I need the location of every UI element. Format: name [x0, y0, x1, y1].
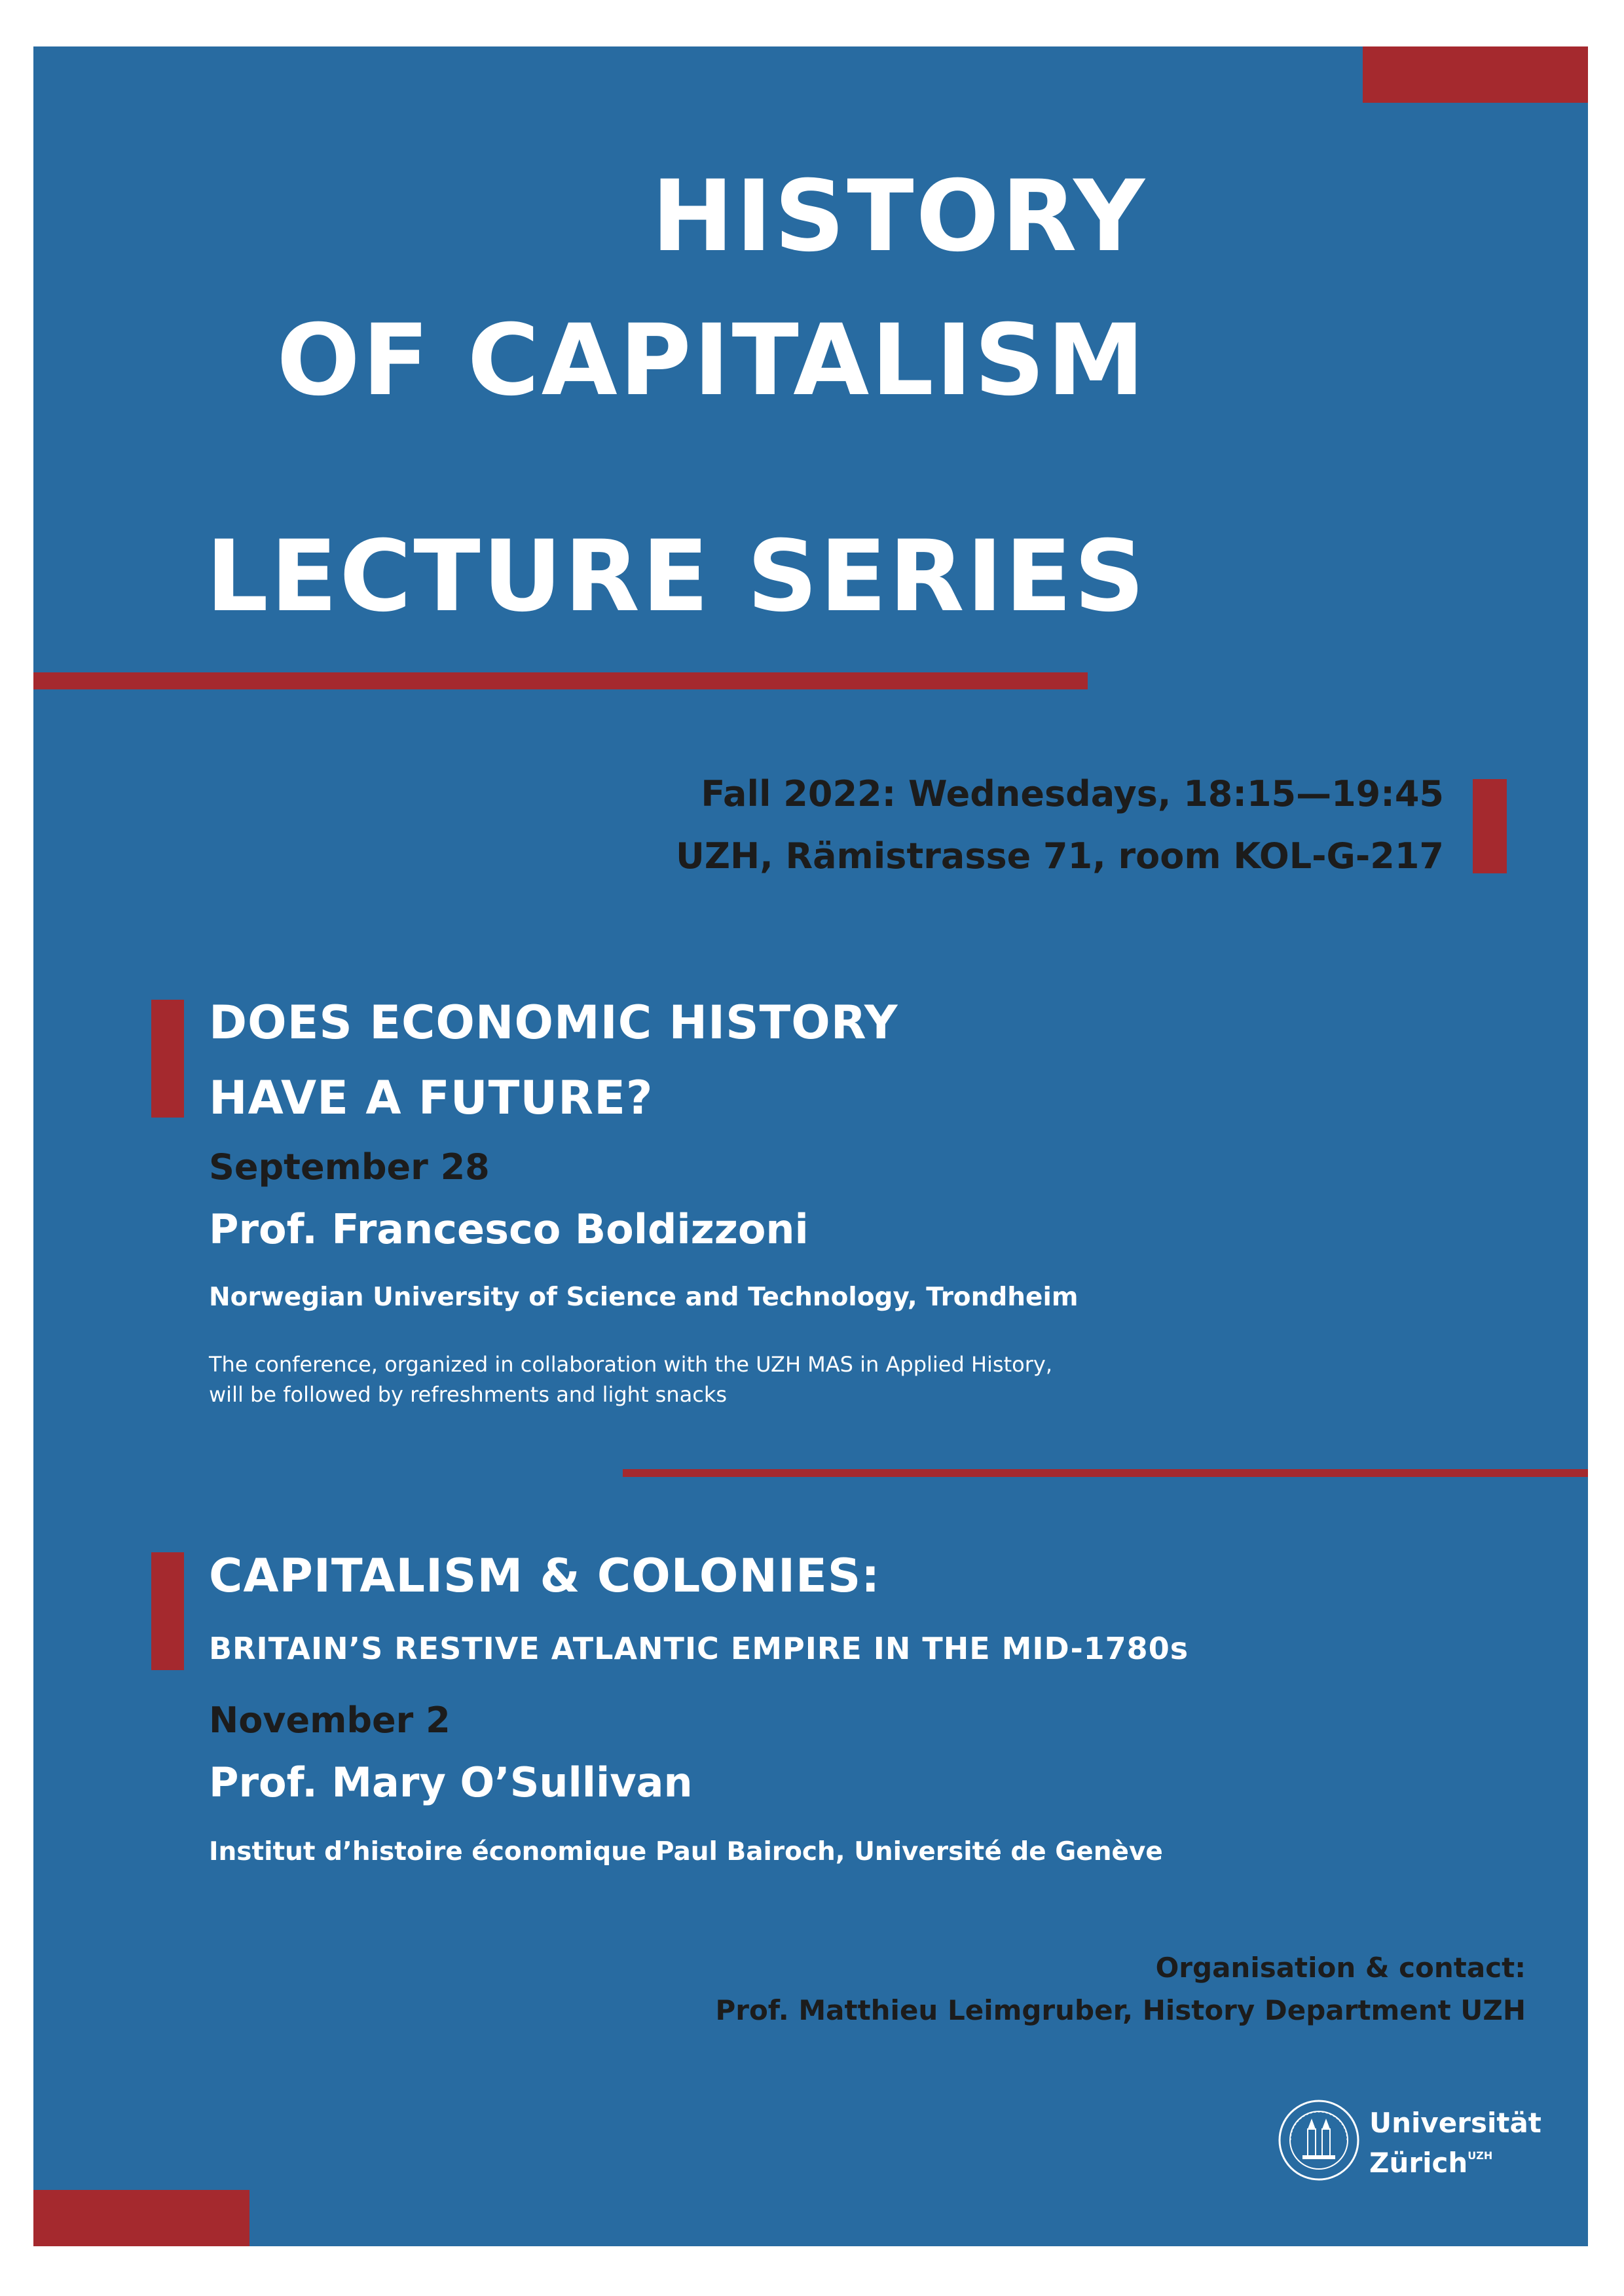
uzh-name-line2-text: Zürich: [1369, 2147, 1468, 2179]
session2-affiliation: Institut d’histoire économique Paul Bairoch, Université de Genève: [209, 1837, 1163, 1867]
session1-title-line1: DOES ECONOMIC HISTORY: [209, 996, 898, 1049]
uzh-suffix: UZH: [1467, 2149, 1493, 2162]
top-right-accent-bar: [1363, 46, 1588, 103]
session1-title-line2: HAVE A FUTURE?: [209, 1071, 654, 1125]
session1-note-line2: will be followed by refreshments and light snacks: [209, 1382, 728, 1407]
title-line-lecture-series: LECTURE SERIES: [206, 520, 1147, 634]
session1-affiliation: Norwegian University of Science and Technology, Trondheim: [209, 1283, 1079, 1312]
contact-label: Organisation & contact:: [1155, 1952, 1526, 1984]
location-text: UZH, Rämistrasse 71, room KOL-G-217: [676, 835, 1444, 877]
session2-date: November 2: [209, 1700, 451, 1741]
poster-background: [33, 46, 1588, 2246]
title-line-of-capitalism: OF CAPITALISM: [276, 304, 1147, 418]
session2-subtitle: BRITAIN’S RESTIVE ATLANTIC EMPIRE IN THE MID-1780s: [209, 1631, 1189, 1666]
title-line-history: HISTORY: [651, 160, 1147, 274]
session1-marker-bar: [151, 1000, 184, 1118]
info-side-bar: [1473, 779, 1507, 873]
contact-person: Prof. Matthieu Leimgruber, History Department UZH: [715, 1994, 1526, 2026]
section-divider-bar: [623, 1469, 1588, 1477]
bottom-left-accent-bar: [33, 2190, 249, 2246]
schedule-text: Fall 2022: Wednesdays, 18:15—19:45: [701, 773, 1444, 814]
session1-speaker: Prof. Francesco Boldizzoni: [209, 1205, 809, 1253]
title-underline-bar: [33, 672, 1088, 689]
uzh-logo: [1278, 2098, 1541, 2183]
university-seal-icon: [1278, 2099, 1360, 2181]
uzh-name-line1: Universität: [1369, 2107, 1541, 2139]
session2-title: CAPITALISM & COLONIES:: [209, 1549, 881, 1603]
session2-speaker: Prof. Mary O’Sullivan: [209, 1758, 693, 1806]
uzh-name-line2: [1369, 2140, 1492, 2179]
session1-date: September 28: [209, 1146, 490, 1188]
session1-note-line1: The conference, organized in collaboration with the UZH MAS in Applied History,: [209, 1352, 1052, 1377]
session2-marker-bar: [151, 1552, 184, 1670]
